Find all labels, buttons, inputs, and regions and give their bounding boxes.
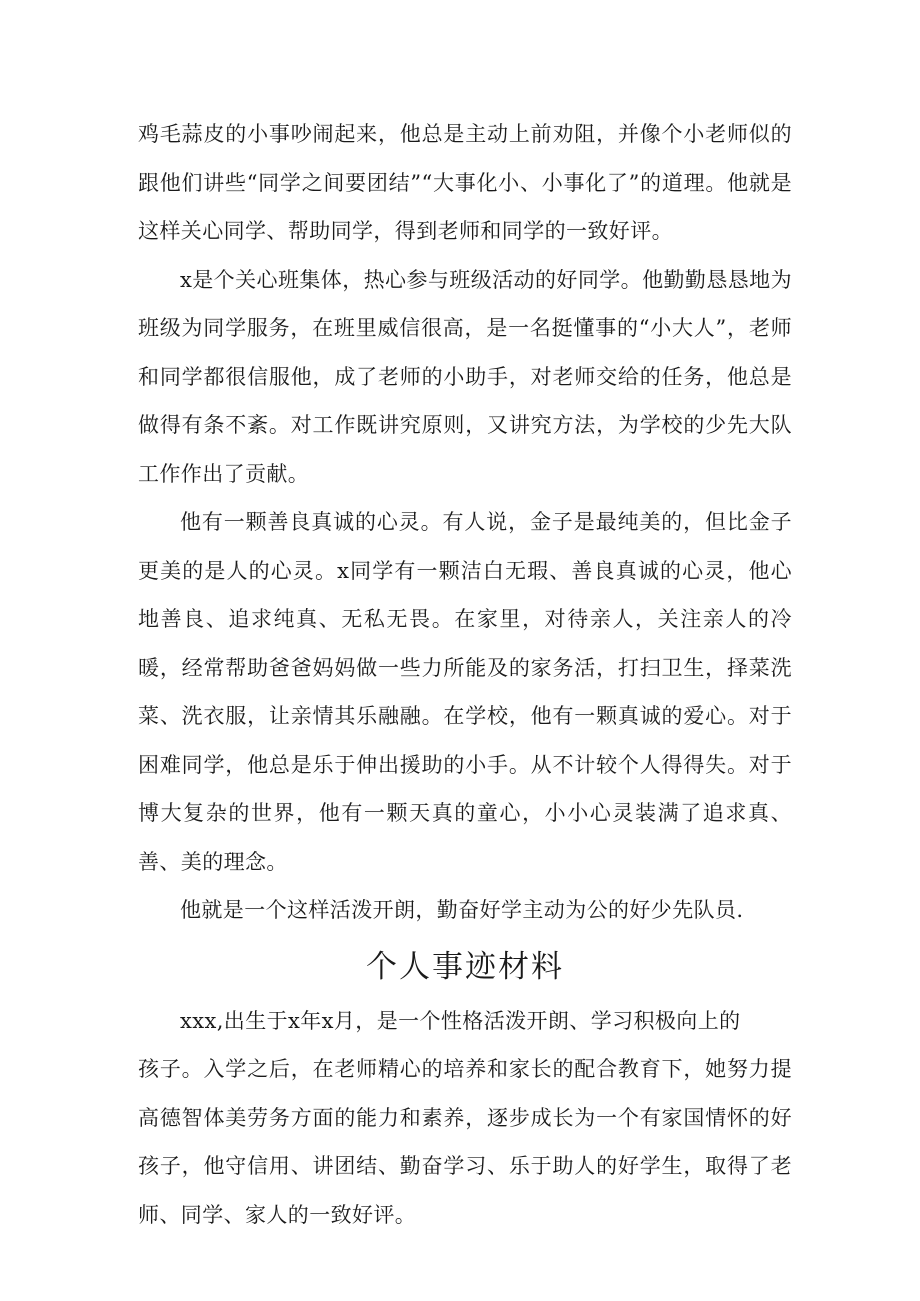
paragraph-kind-heart: 他有一颗善良真诚的心灵。有人说，金子是最纯美的，但比金子更美的是人的心灵。x同学有一颗洁白无瑕、善良真诚的心灵，他心地善良、追求纯真、无私无畏。在家里，对待亲人，关注亲人的冷暖，经常帮助爸爸妈妈做一些力所能及的家务活，打扫卫生，择菜洗菜、洗衣服，让亲情其乐融融。在学校，他有一颗真诚的爱心。对于困难同学，他总是乐于伸出援助的小手。从不计较个人得得失。对于博大复杂的世界，他有一颗天真的童心，小小心灵装满了追求真、善、美的理念。 bbox=[138, 510, 792, 874]
paragraph-class-service: x是个关心班集体，热心参与班级活动的好同学。他勤勤恳恳地为班级为同学服务，在班里威信很高，是一名挺懂事的“小大人”，老师和同学都很信服他，成了老师的小助手，对老师交给的任务，他总是做得有条不紊。对工作既讲究原则，又讲究方法，为学校的少先大队工作作出了贡献。 bbox=[138, 267, 792, 486]
paragraph-intro-rest: 孩子。入学之后，在老师精心的培养和家长的配合教育下，她努力提高德智体美劳务方面的能力和素养，逐步成长为一个有家国情怀的好孩子，他守信用、讲团结、勤奋学习、乐于助人的好学生，取得了老师、同学、家人的一致好评。 bbox=[138, 1057, 792, 1227]
paragraph-intro-first-line: xxx,出生于x年x月，是一个性格活泼开朗、学习积极向上的 bbox=[180, 1008, 741, 1033]
paragraph-intro bbox=[138, 997, 792, 1240]
section-title: 个人事迹材料 bbox=[366, 948, 564, 985]
paragraph-summary: 他就是一个这样活泼开朗，勤奋好学主动为公的好少先队员. bbox=[180, 898, 744, 922]
paragraph-classmates: 鸡毛蒜皮的小事吵闹起来，他总是主动上前劝阻，并像个小老师似的跟他们讲些“同学之间要团结”“大事化小、小事化了”的道理。他就是这样关心同学、帮助同学，得到老师和同学的一致好评。 bbox=[138, 122, 792, 243]
